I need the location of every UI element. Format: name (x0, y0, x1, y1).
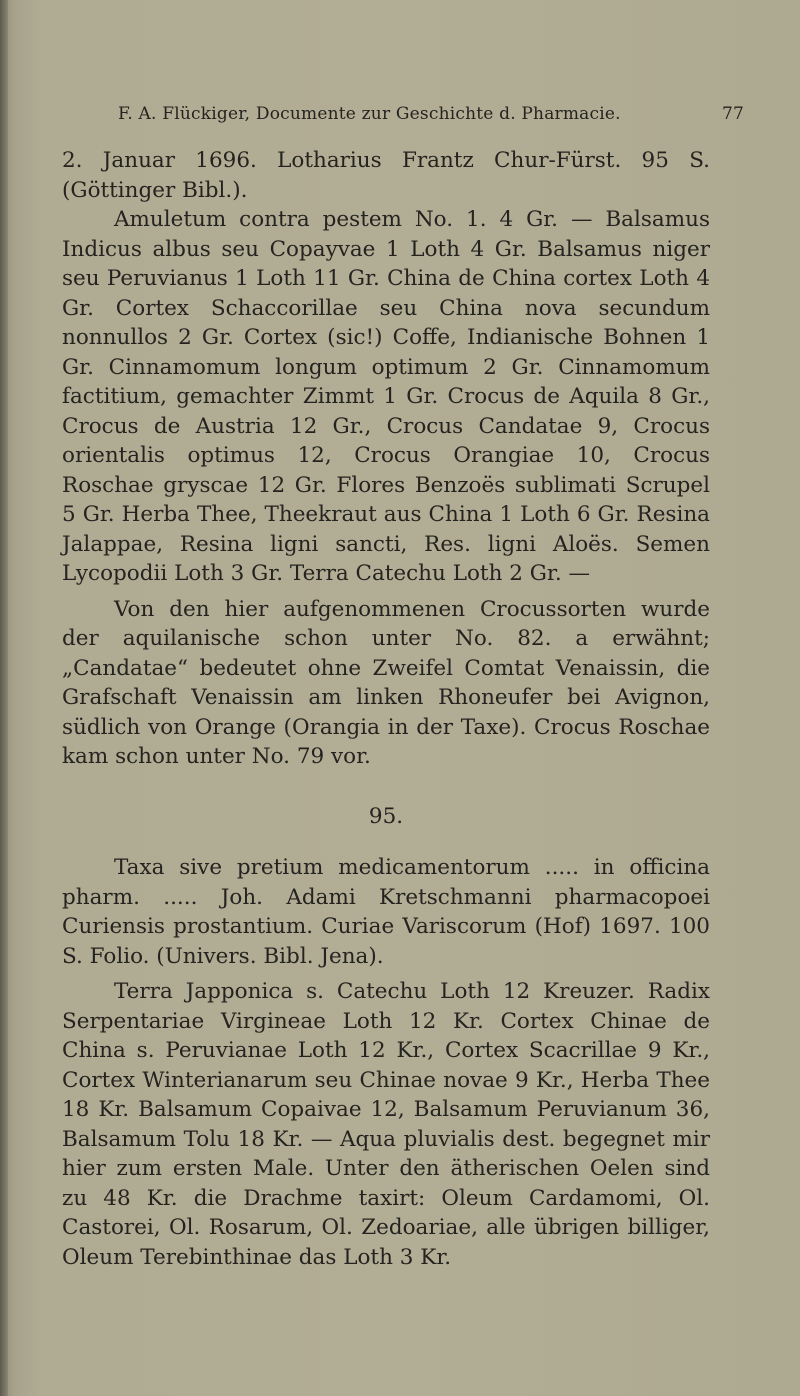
page-number: 77 (721, 104, 744, 124)
taxa-entries-paragraph: Terra Japponica s. Catechu Loth 12 Kreuzer. Radix Serpentariae Virgineae Loth 12 Kr. Cortex Chinae de China s. Peruvianae Loth 12 Kr., Cortex Scacrillae 9 Kr., Cortex Winterianarum seu Chinae novae 9 Kr., Herba Thee 18 Kr. Balsamum Copaivae 12, Balsamum Peruvianum 36, Balsamum Tolu 18 Kr. — Aqua pluvialis dest. begegnet mir hier zum ersten Male. Unter den ätherischen Oelen sind zu 48 Kr. die Drachme taxirt: Oleum Cardamomi, Ol. Castorei, Ol. Rosarum, Ol. Zedoariae, alle übrigen billiger, Oleum Terebinthinae das Loth 3 Kr. (62, 979, 710, 1270)
commentary-paragraph: Von den hier aufgenommenen Crocussorten wurde der aquilanische schon unter No. 82. a erwähnt; „Candatae“ bedeutet ohne Zweifel Comtat Venaissin, die Grafschaft Venaissin am linken Rhoneufer bei Avignon, südlich von Orange (Orangia in der Taxe). Crocus Roschae kam schon unter No. 79 vor. (62, 596, 710, 769)
price-list-paragraph: Amuletum contra pestem No. 1. 4 Gr. — Balsamus Indicus albus seu Copayvae 1 Loth 4 Gr. Balsamus niger seu Peruvianus 1 Loth 11 Gr. China de China cortex Loth 4 Gr. Cortex Schaccorillae seu China nova secundum nonnullos 2 Gr. Cortex (sic!) Coffe, Indianische Bohnen 1 Gr. Cinnamomum longum optimum 2 Gr. Cinnamomum factitium, gemachter Zimmt 1 Gr. Crocus de Aquila 8 Gr., Crocus de Austria 12 Gr., Crocus Candatae 9, Crocus orientalis optimus 12, Crocus Orangiae 10, Crocus Roschae gryscae 12 Gr. Flores Benzoës sublimati Scrupel 5 Gr. Herba Thee, Theekraut aus China 1 Loth 6 Gr. Resina Jalappae, Resina ligni sancti, Res. ligni Aloës. Semen Lycopodii Loth 3 Gr. Terra Catechu Loth 2 Gr. — (62, 207, 710, 586)
section-number: 95. (368, 803, 404, 829)
entry-date-line: 2. Januar 1696. Lotharius Frantz Chur-Fürst. 95 S. (Göttinger Bibl.). (62, 148, 710, 203)
page-spine-shadow (0, 0, 8, 1396)
running-header (60, 104, 750, 128)
page-body (62, 146, 710, 1272)
source-citation-paragraph: Taxa sive pretium medicamentorum ..... in officina pharm. ..... Joh. Adami Kretschmanni pharmacopoei Curiensis prostantium. Curiae Variscorum (Hof) 1697. 100 S. Folio. (Univers. Bibl. Jena). (62, 855, 710, 969)
running-title: F. A. Flückiger, Documente zur Geschichte d. Pharmacie. (118, 104, 621, 124)
